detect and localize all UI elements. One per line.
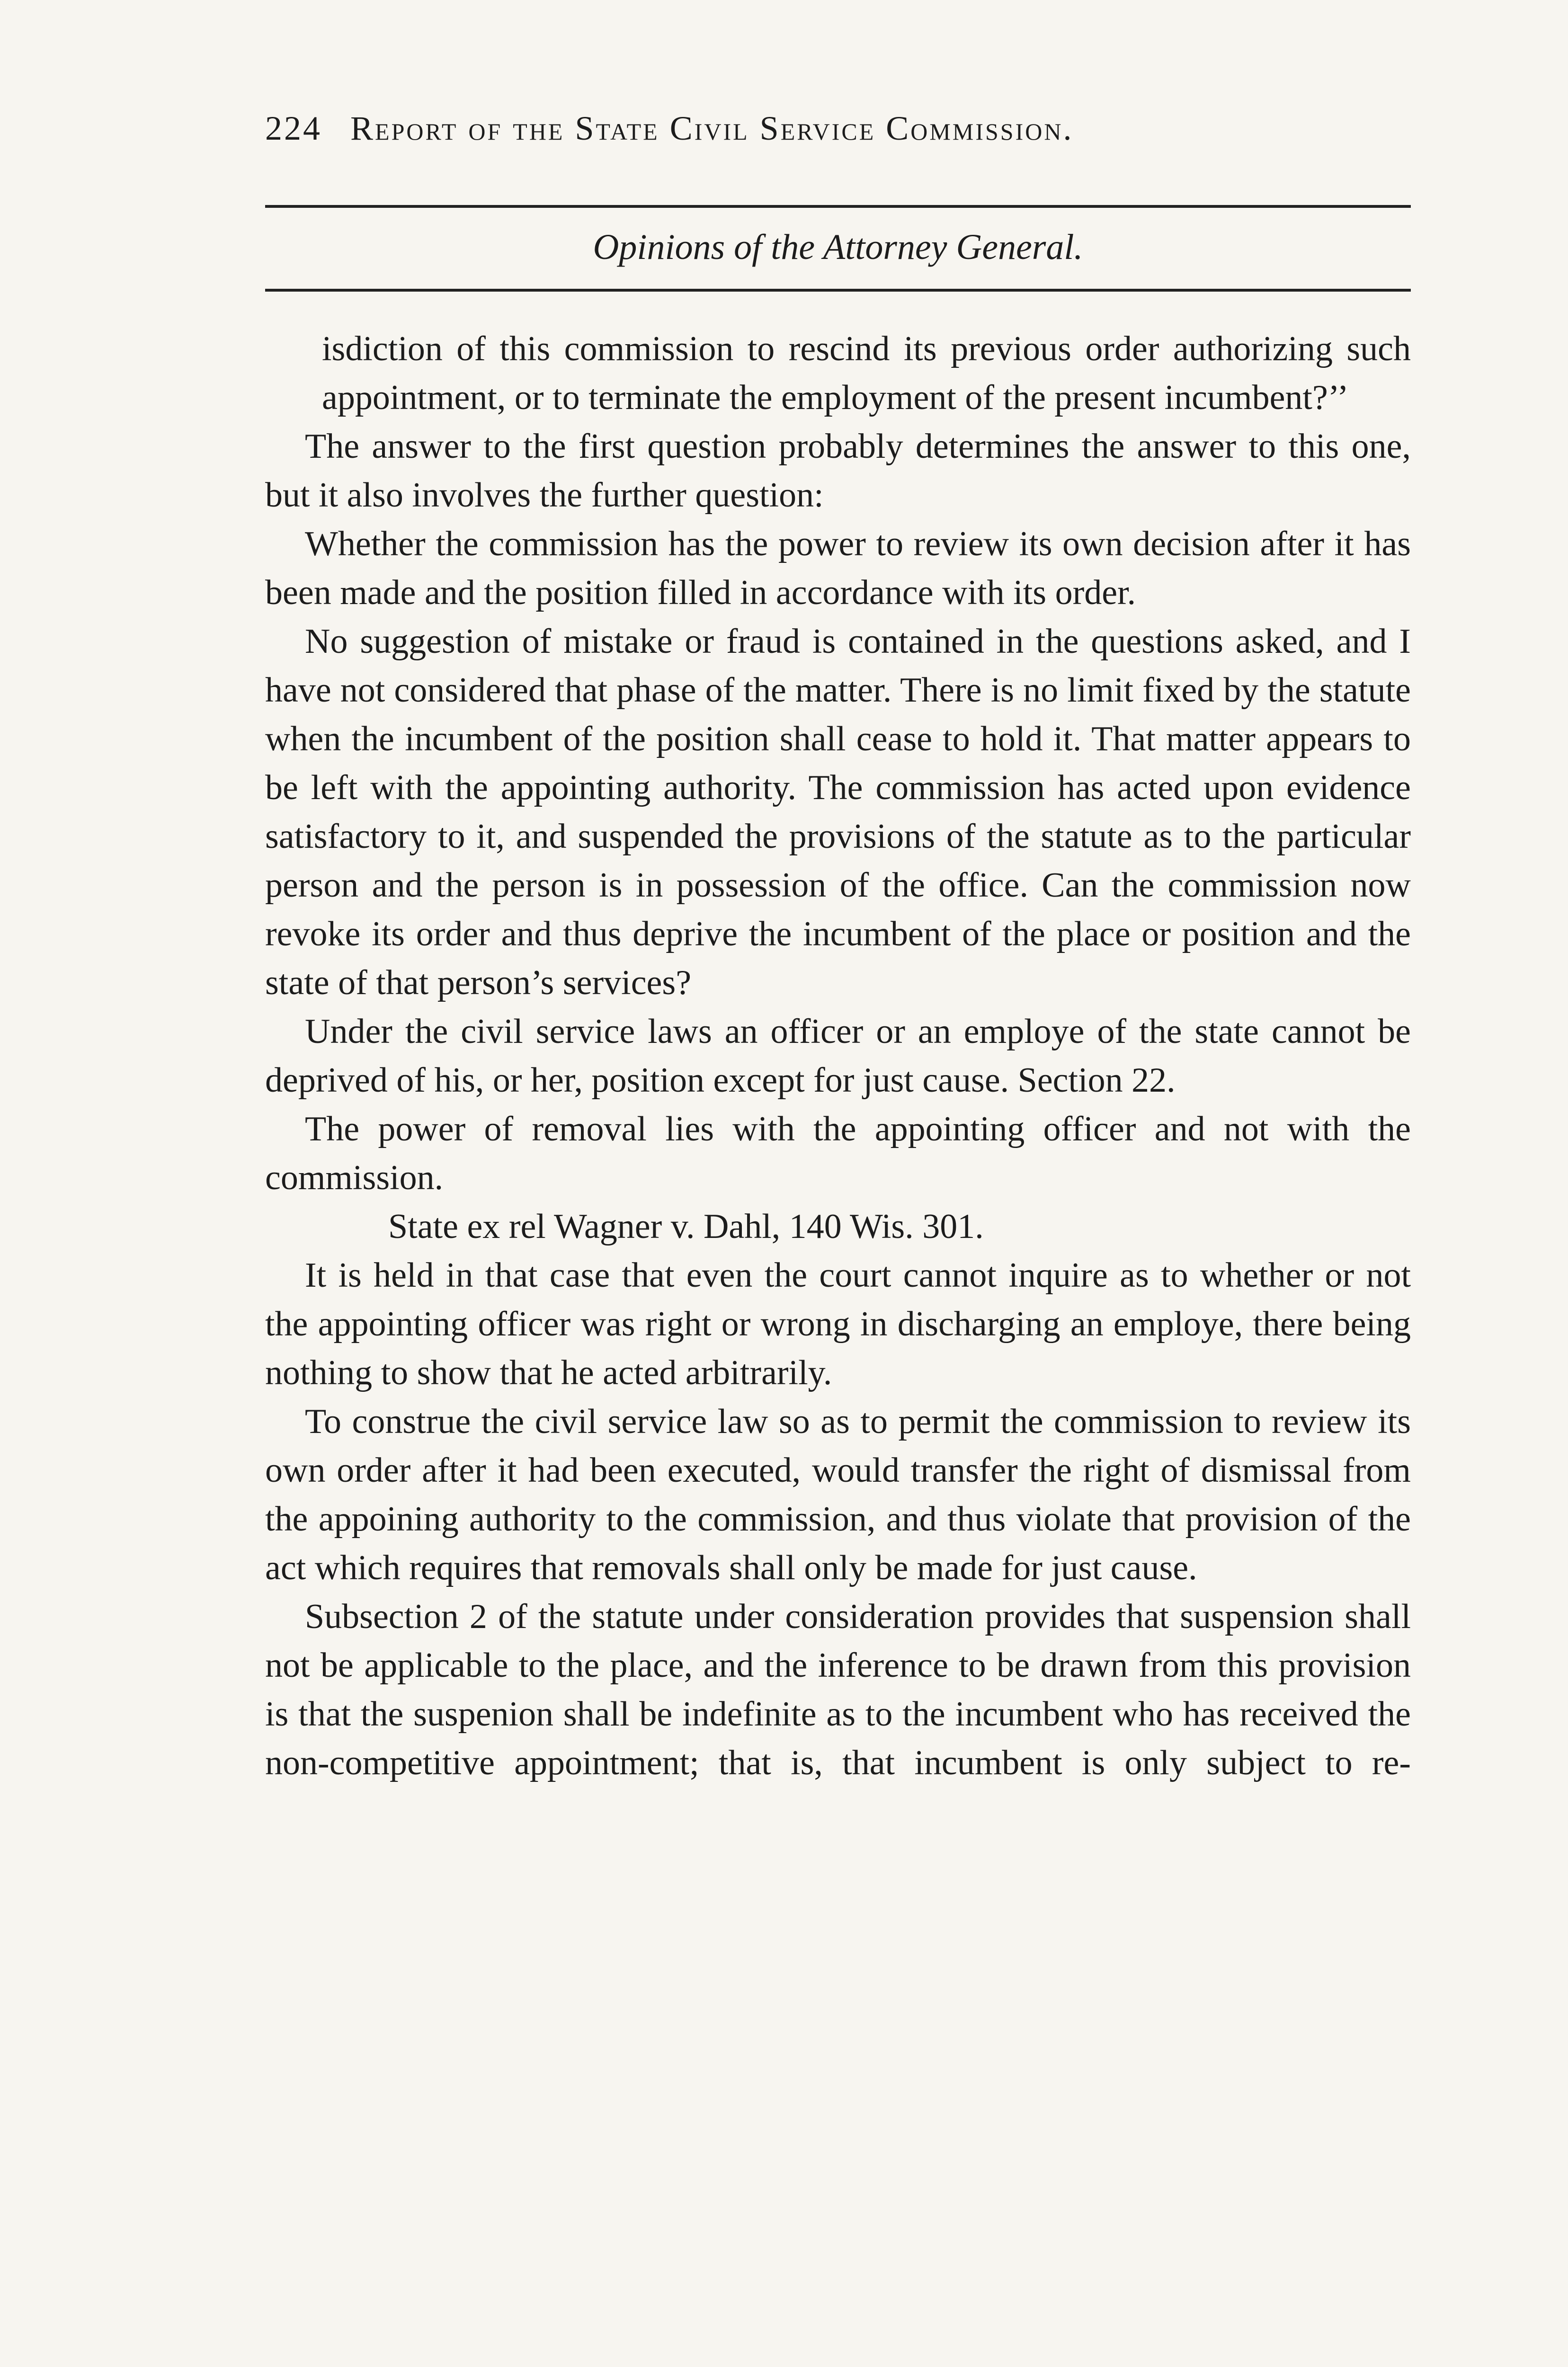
paragraph: No suggestion of mistake or fraud is contained in the questions asked, and I have not considered that phase of the matter. There is no limit fixed by the statute when the incumbent of the position shall cease to hold it. That matter appears to be left with the appointing authority. The commission has acted upon evidence satisfactory to it, and suspended the provisions of the statute as to the particular person and the person is in possession of the office. Can the commission now revoke its order and thus deprive the incumbent of the place or position and the state of that person’s services?: [265, 622, 1411, 1002]
header-rule-top: [265, 205, 1411, 208]
paragraph: To construe the civil service law so as to permit the commission to review its own order after it had been executed, would transfer the right of dismissal from the appoining authority to the commission, and thus violate that provision of the act which requires that removals shall only be made for just cause.: [265, 1402, 1411, 1587]
header-rule-bottom: [265, 289, 1411, 292]
paragraph: Under the civil service laws an officer or an employe of the state cannot be deprived of his, or her, position except for just cause. Section 22.: [265, 1012, 1411, 1100]
case-citation: State ex rel Wagner v. Dahl, 140 Wis. 301.: [388, 1207, 984, 1246]
paragraph: Whether the commission has the power to review its own decision after it has been made and the position filled in accordance with its order.: [265, 525, 1411, 612]
paragraph: Subsection 2 of the statute under consideration provides that suspension shall not be applicable to the place, and the inference to be drawn from this provision is that the suspenion shall be indefinite as to the incumbent who has received the non-competitive appointment; that is, that incumbent is only subject to re-: [265, 1597, 1411, 1782]
paragraph: The power of removal lies with the appointing officer and not with the commission.: [265, 1110, 1411, 1197]
paragraph-continued: isdiction of this commission to rescind its previous order authorizing such appointment, or to terminate the employment of the present incumbent?’’: [322, 329, 1411, 417]
running-title: Report of the State Civil Service Commission.: [350, 109, 1074, 147]
paragraph: It is held in that case that even the court cannot inquire as to whether or not the appointing officer was right or wrong in discharging an employe, there being nothing to show that he acted arbitrarily.: [265, 1256, 1411, 1392]
page-number: 224: [265, 109, 322, 147]
document-page: [265, 109, 1411, 1788]
section-heading: Opinions of the Attorney General.: [593, 227, 1083, 267]
body-text: [265, 325, 1411, 1788]
running-header: [265, 109, 1411, 148]
paragraph: The answer to the first question probably determines the answer to this one, but it also involves the further question:: [265, 427, 1411, 515]
